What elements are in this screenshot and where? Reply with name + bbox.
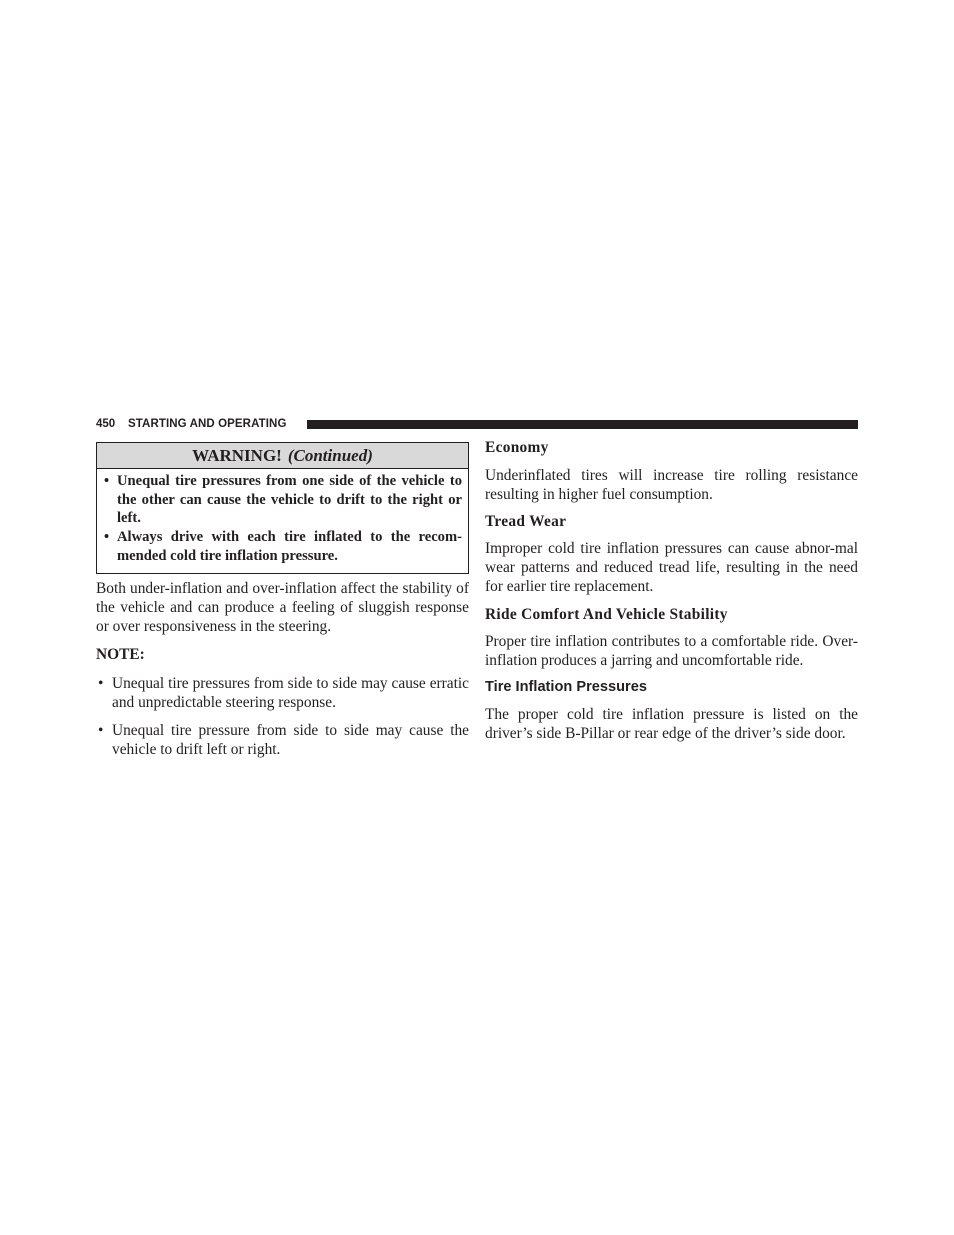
note-list xyxy=(96,674,469,759)
warning-item-text: Unequal tire pressures from one side of the vehicle to the other can cause the vehicle to drift to the right or left. xyxy=(117,473,462,527)
bullet-icon: • xyxy=(104,473,110,489)
warning-heading xyxy=(97,443,468,469)
economy-heading: Economy xyxy=(485,439,549,456)
note-item-text: Unequal tire pressures from side to side may cause erratic and unpredictable steering response. xyxy=(112,674,469,711)
note-item-text: Unequal tire pressure from side to side may cause the vehicle to drift left or right. xyxy=(112,721,469,758)
warning-item xyxy=(103,472,462,528)
ride-comfort-paragraph: Proper tire inflation contributes to a comfortable ride. Over-inflation produces a jarring and uncomfortable ride. xyxy=(485,633,858,669)
stability-paragraph: Both under-inflation and over-inflation affect the stability of the vehicle and can produce a feeling of sluggish response or over responsiveness in the steering. xyxy=(96,579,469,635)
bullet-icon: • xyxy=(98,721,104,739)
warning-box xyxy=(96,442,469,574)
page-number: 450 xyxy=(96,418,116,430)
ride-comfort-heading: Ride Comfort And Vehicle Stability xyxy=(485,606,728,623)
bullet-icon: • xyxy=(98,674,104,692)
tread-wear-heading: Tread Wear xyxy=(485,513,567,530)
tire-inflation-paragraph: The proper cold tire inflation pressure is listed on the driver’s side B-Pillar or rear edge of the driver’s side door. xyxy=(485,706,858,742)
section-title: STARTING AND OPERATING xyxy=(128,418,287,430)
bullet-icon: • xyxy=(104,529,110,546)
warning-list xyxy=(97,469,468,573)
header-rule xyxy=(307,420,858,429)
left-column xyxy=(96,442,469,759)
warning-continued: (Continued) xyxy=(287,446,373,465)
tire-inflation-heading: Tire Inflation Pressures xyxy=(485,679,647,695)
page-header xyxy=(96,417,858,431)
tread-wear-paragraph: Improper cold tire inflation pressures can cause abnor-mal wear patterns and reduced tread life, resulting in the need for earlier tire replacement. xyxy=(485,540,858,595)
right-column xyxy=(485,438,858,743)
warning-title: WARNING! xyxy=(192,446,282,465)
note-item xyxy=(96,721,469,759)
warning-item xyxy=(103,528,462,565)
warning-item-text: Always drive with each tire inflated to the recom-mended cold tire inflation pressure. xyxy=(117,529,462,564)
economy-paragraph: Underinflated tires will increase tire rolling resistance resulting in higher fuel consumption. xyxy=(485,467,858,503)
note-item xyxy=(96,674,469,712)
note-heading: NOTE: xyxy=(96,645,145,663)
